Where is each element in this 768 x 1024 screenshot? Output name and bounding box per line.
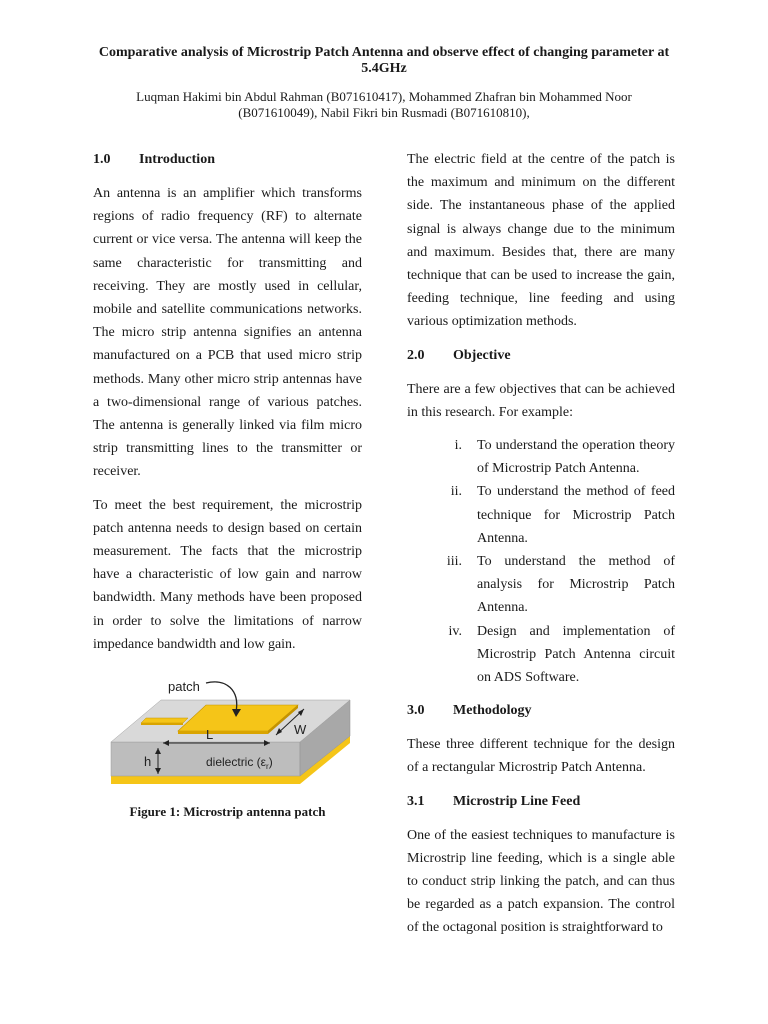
line-feed-paragraph: One of the easiest techniques to manufacture is Microstrip line feeding, which is a single able to conduct strip linking the patch, and can thus be regarded as a patch expansion. The control of the octagonal position is straightforward to [407, 827, 675, 936]
list-item [407, 550, 675, 620]
list-text: Design and implementation of Microstrip Patch Antenna circuit on ADS Software. [477, 623, 675, 686]
intro-paragraph-3: The electric field at the centre of the patch is the maximum and minimum on the different side. The instantaneous phase of the applied signal is always change due to the minimum and maximum. Besides that, there are many technique that can be used to increase the gain, feeding technique, line feeding and using various optimization methods. [407, 152, 675, 330]
length-label: L [206, 727, 214, 742]
section-heading-line-feed [407, 790, 675, 814]
list-item [407, 620, 675, 690]
section-number: 2.0 [407, 347, 425, 363]
list-number: ii. [450, 484, 462, 500]
intro-paragraph-2: To meet the best requirement, the microstrip patch antenna needs to design based on certain measurement. The facts that the microstrip have a characteristic of low gain and narrow bandwidth. Many methods have been proposed in order to solve the limitations of narrow impedance bandwidth and low gain. [93, 497, 362, 652]
section-number: 1.0 [93, 152, 111, 167]
author-list: Luqman Hakimi bin Abdul Rahman (B071610417), Mohammed Zhafran bin Mohammed Noor (B071610049), Nabil Fikri bin Rusmadi (B071610810), [136, 89, 632, 120]
list-number: i. [454, 438, 462, 454]
section-title: Microstrip Line Feed [453, 793, 581, 809]
section-title: Objective [453, 347, 511, 363]
patch-front-edge [178, 731, 268, 734]
microstrip-diagram [108, 676, 356, 794]
section-heading-objective [407, 344, 675, 368]
list-text: To understand the method of feed technique for Microstrip Patch Antenna. [477, 484, 675, 546]
section-title: Introduction [139, 152, 215, 167]
height-label: h [144, 754, 152, 769]
objective-list [407, 434, 675, 689]
feed-line [141, 718, 188, 723]
list-text: To understand the operation theory of Microstrip Patch Antenna. [477, 438, 675, 477]
list-number: iv. [448, 623, 462, 639]
width-label: W [294, 722, 307, 737]
paper-title: Comparative analysis of Microstrip Patch Antenna and observe effect of changing parameter at 5.4GHz [98, 45, 670, 76]
section-heading-introduction [93, 148, 362, 172]
list-text: To understand the method of analysis for Microstrip Patch Antenna. [477, 554, 675, 616]
right-column [407, 148, 675, 940]
left-column [93, 148, 362, 656]
dielectric-label: dielectric $(\varepsilon_r)$ [206, 755, 273, 771]
intro-paragraph-1: An antenna is an amplifier which transforms regions of radio frequency (RF) to alternate current or vice versa. The antenna will keep the same characteristic for transmitting and receiving. They are mostly used in cellular, mobile and satellite communications networks. The micro strip antenna signifies an antenna manufactured on a PCB that used micro strip methods. Many other micro strip antennas have a two-dimensional range of various patches. The antenna is generally linked via film micro strip transmitting lines to the transmitter or receiver. [93, 186, 362, 480]
feed-line-edge [141, 723, 183, 725]
figure-caption: Figure 1: Microstrip antenna patch [129, 804, 326, 819]
methodology-paragraph: These three different technique for the design of a rectangular Microstrip Patch Antenna. [407, 737, 675, 776]
microstrip-antenna-figure [108, 676, 356, 794]
patch-label: patch [168, 679, 200, 694]
section-heading-methodology [407, 699, 675, 723]
list-number: iii. [446, 554, 462, 570]
list-item [407, 434, 675, 480]
section-number: 3.1 [407, 793, 425, 809]
objective-intro: There are a few objectives that can be achieved in this research. For example: [407, 381, 675, 420]
list-item [407, 480, 675, 550]
section-number: 3.0 [407, 703, 425, 719]
section-title: Methodology [453, 703, 532, 719]
